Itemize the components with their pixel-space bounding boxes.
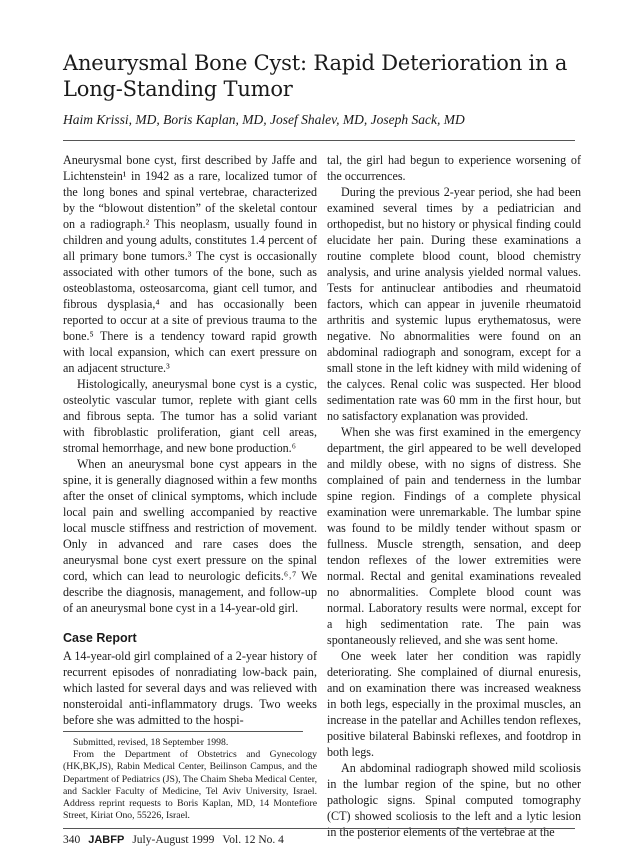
spine-paragraph: When an aneurysmal bone cyst appears in the spine, it is generally diagnosed within a few months after the onset of clinical symptoms, which include local pain and swelling accompanied by reactive local muscle stiffness and restriction of movement. Only in advanced and rare cases does the aneurysmal bone cyst exert pressure on the spinal cord, which can lead to neurologic deficits.⁶˒⁷ We describe the diagnosis, management, and follow-up of an aneurysmal bone cyst in a 14-year-old girl. bbox=[63, 457, 317, 615]
issue-date: July-August 1999 bbox=[132, 834, 215, 846]
footer-rule bbox=[63, 828, 575, 829]
right-column bbox=[327, 152, 581, 840]
author-list: Haim Krissi, MD, Boris Kaplan, MD, Josef Shalev, MD, Joseph Sack, MD bbox=[63, 112, 465, 127]
intro-paragraph: Aneurysmal bone cyst, first described by Jaffe and Lichtenstein¹ in 1942 as a rare, localized tumor of the long bones and spinal vertebrae, characterized by the “blowout distention” of the skeletal contour on a radiograph.² This neoplasm, usually found in children and young adults, constitutes 1.4 percent of all primary bone tumors.³ The cyst is occasionally associated with other tumors of the bone, such as osteoblastoma, osteosarcoma, giant cell tumor, and fibrous dysplasia,⁴ and has occasionally been reported to occur at a site of previous trauma to the bone.⁵ There is a tendency toward rapid growth with local expansion, which can exert pressure on an adjacent structure.³ bbox=[63, 153, 317, 375]
page-number: 340 bbox=[63, 834, 81, 846]
deterioration-paragraph: One week later her condition was rapidly deteriorating. She complained of diurnal enuresis, and on examination there was increased weakness in both legs, especially in the proximal muscles, an increase in the patellar and Achilles tendon reflexes, positive bilateral Babinski reflexes, and footdrop in both legs. bbox=[327, 649, 581, 759]
case-report-paragraph: A 14-year-old girl complained of a 2-year history of recurrent episodes of nonradiating low-back pain, which lasted for several days and was relieved with nonsteroidal anti-inflammatory drugs. Two weeks before she was admitted to the hospi- bbox=[63, 649, 317, 727]
history-paragraph: During the previous 2-year period, she had been examined several times by a pediatrician and orthopedist, but no history or physical finding could elucidate her pain. During these examinations a routine complete blood count, blood chemistry analysis, and urine analysis yielded normal values. Tests for antinuclear antibodies and rheumatoid factors, which can appear in juvenile rheumatoid arthritis and systemic lupus erythematosus, were negative. No abnormalities were found on an abdominal radiograph and sonogram, except for a small stone in the left kidney with mild widening of the calyces. Renal colic was suspected. Her blood sedimentation rate was 60 mm in the first hour, but no satisfactory explanation was provided. bbox=[327, 185, 581, 423]
article-title: Aneurysmal Bone Cyst: Rapid Deterioration in a Long-Standing Tumor bbox=[63, 51, 568, 101]
submission-note: Submitted, revised, 18 September 1998. bbox=[73, 737, 229, 748]
footnote bbox=[63, 737, 317, 822]
histology-paragraph: Histologically, aneurysmal bone cyst is a cystic, osteolytic vascular tumor, replete with giant cells and fibrous septa. The tumor has a solid variant with fibroblastic proliferation, giant cell areas, stromal hemorrhage, and new bone production.⁶ bbox=[63, 377, 317, 455]
imaging-paragraph: An abdominal radiograph showed mild scoliosis in the lumbar region of the spine, but no other pathologic signs. Spinal computed tomography (CT) showed scoliosis to the left and a lytic lesion in the posterior elements of the vertebrae at the bbox=[327, 761, 581, 839]
affiliation-note: From the Department of Obstetrics and Gynecology (HK,BK,JS), Rabin Medical Center, Beilinson Campus, and the Department of Pediatrics (JS), The Chaim Sheba Medical Center, and Sackler Faculty of Medicine, Tel Aviv University, Israel. Address reprint requests to Boris Kaplan, MD, 14 Montefiore Street, Kiriat Ono, 55226, Israel. bbox=[63, 749, 317, 822]
left-column bbox=[63, 152, 317, 728]
volume-issue: Vol. 12 No. 4 bbox=[222, 834, 284, 846]
footnote-rule bbox=[63, 731, 303, 732]
page-footer bbox=[63, 833, 292, 847]
header-rule bbox=[63, 140, 575, 141]
continued-paragraph: tal, the girl had begun to experience worsening of the occurrences. bbox=[327, 153, 581, 183]
case-report-heading: Case Report bbox=[63, 631, 137, 645]
emergency-paragraph: When she was first examined in the emergency department, the girl appeared to be well developed and mildly obese, with no signs of distress. She complained of pain and tenderness in the lumbar spine region. Findings of a complete physical examination were unremarkable. The lumbar spine was found to be mildly tender without spasm or fullness. Muscle strength, sensation, and deep tendon reflexes of the lower extremities were normal. Rectal and genital examinations revealed no abnormalities. Complete blood count was normal. Laboratory results were normal, except for a high sedimentation rate. The pain was spontaneously relieved, and she was sent home. bbox=[327, 425, 581, 647]
journal-name: JABFP bbox=[88, 834, 125, 846]
